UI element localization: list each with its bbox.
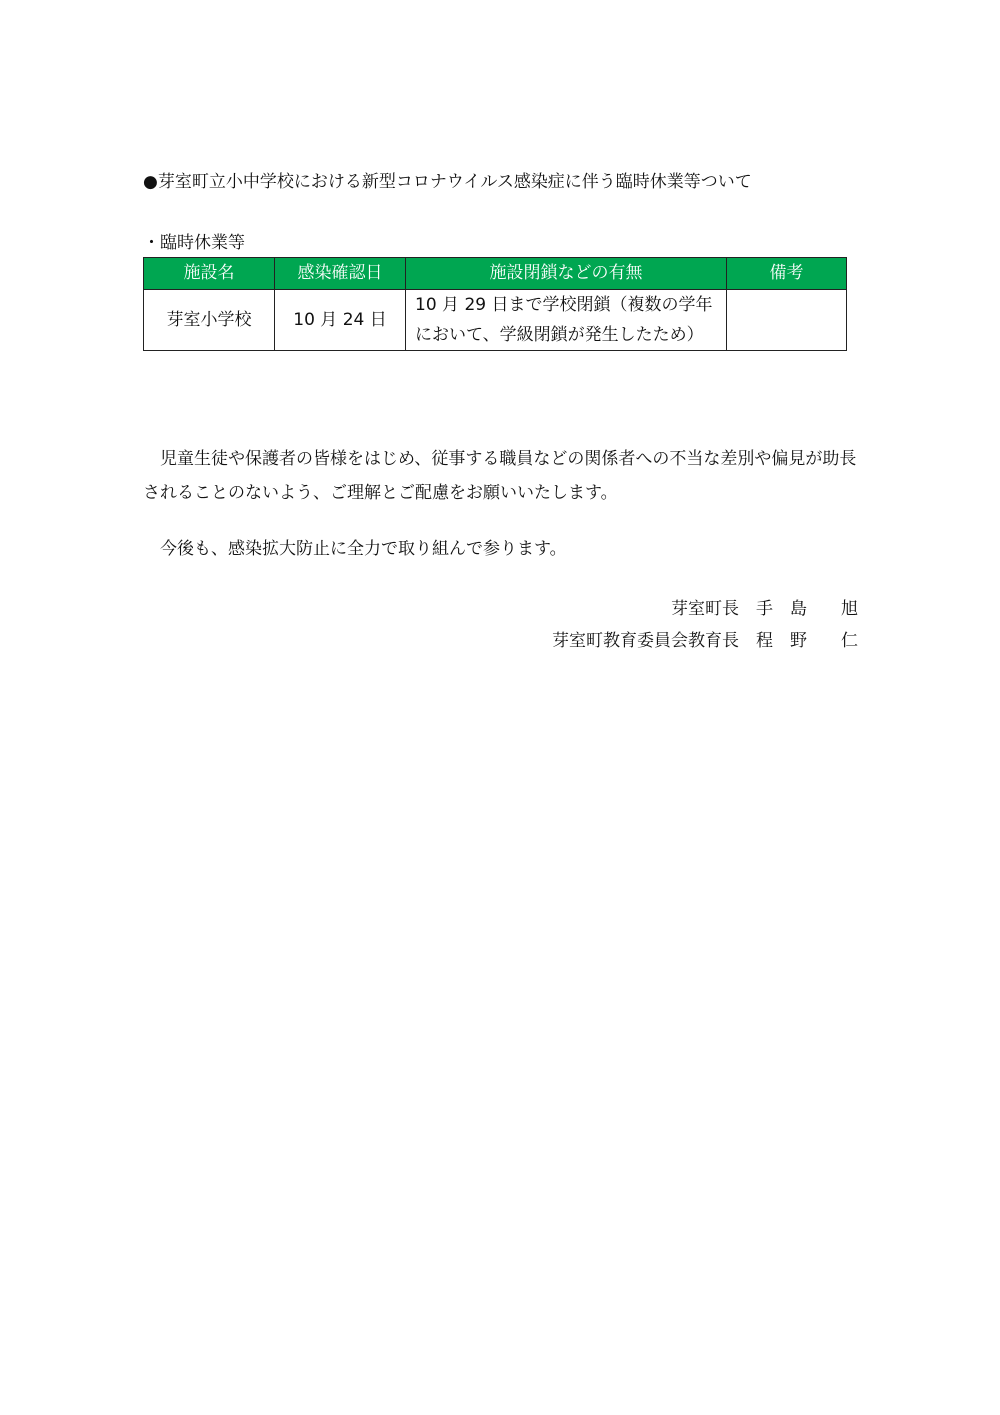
signature-mayor: 芽室町長 手 島 旭 (671, 599, 858, 619)
cell-closure (406, 290, 727, 351)
header-remarks: 備考 (727, 258, 847, 290)
closure-table (143, 257, 847, 351)
document-heading: ●芽室町立小中学校における新型コロナウイルス感染症に伴う臨時休業等ついて (143, 172, 752, 192)
closure-line-1: 10 月 29 日まで学校閉鎖（複数の学年 (415, 295, 713, 315)
table-row (144, 290, 847, 351)
closure-line-2: において、学級閉鎖が発生したため） (415, 325, 704, 345)
signature-superintendent: 芽室町教育委員会教育長 程 野 仁 (552, 631, 858, 651)
table-header-row (144, 258, 847, 290)
section-label: ・臨時休業等 (143, 233, 245, 253)
cell-confirmed-date: 10 月 24 日 (275, 290, 406, 351)
paragraph-request: 児童生徒や保護者の皆様をはじめ、従事する職員などの関係者への不当な差別や偏見が助長されることのないよう、ご理解とご配慮をお願いいたします。 (143, 449, 857, 503)
header-closure: 施設閉鎖などの有無 (406, 258, 727, 290)
paragraph-commitment: 今後も、感染拡大防止に全力で取り組んで参ります。 (160, 539, 567, 559)
cell-remarks (727, 290, 847, 351)
cell-facility: 芽室小学校 (144, 290, 275, 351)
header-facility: 施設名 (144, 258, 275, 290)
header-confirmed-date: 感染確認日 (275, 258, 406, 290)
